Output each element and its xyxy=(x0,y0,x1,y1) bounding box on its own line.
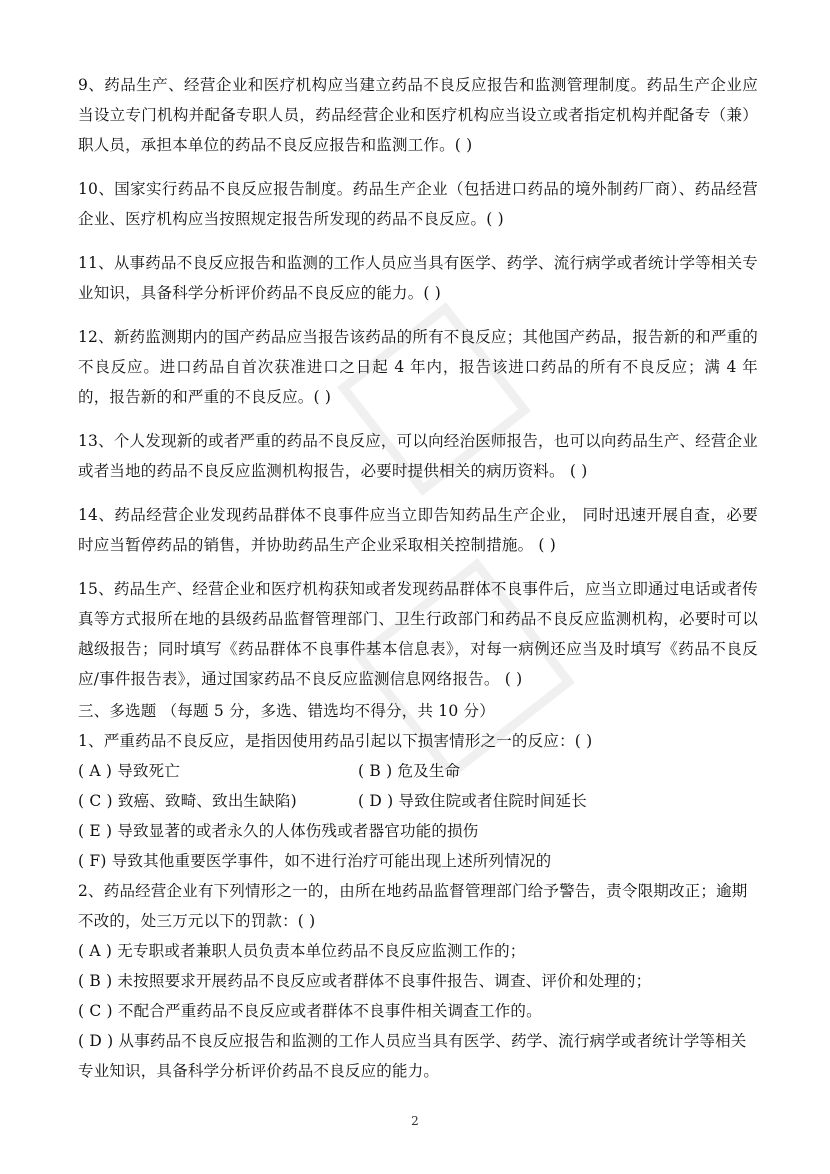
mc-question-1 xyxy=(78,726,758,876)
question-9: 9、药品生产、经营企业和医疗机构应当建立药品不良反应报告和监测管理制度。药品生产企业应当设立专门机构并配备专职人员，药品经营企业和医疗机构应当设立或者指定机构并配备专（兼）职人员，承担本单位的药品不良反应报告和监测工作。( ) xyxy=(78,76,758,154)
question-13: 13、个人发现新的或者严重的药品不良反应，可以向经治医师报告，也可以向药品生产、经营企业或者当地的药品不良反应监测机构报告，必要时提供相关的病历资料。 ( ) xyxy=(78,432,758,480)
option-d: ( D ) 从事药品不良反应报告和监测的工作人员应当具有医学、药学、流行病学或者统计学等相关专业知识，具备科学分析评价药品不良反应的能力。 xyxy=(78,1032,747,1080)
question-11: 11、从事药品不良反应报告和监测的工作人员应当具有医学、药学、流行病学或者统计学等相关专业知识，具备科学分析评价药品不良反应的能力。( ) xyxy=(78,254,758,302)
option-c: ( C ) 致癌、致畸、致出生缺陷) xyxy=(78,792,297,810)
page-number: 2 xyxy=(411,1114,419,1128)
question-12: 12、新药监测期内的国产药品应当报告该药品的所有不良反应；其他国产药品，报告新的和严重的不良反应。进口药品自首次获准进口之日起 4 年内，报告该进口药品的所有不良反应；满 4 年的，报告新的和严重的不良反应。( ) xyxy=(78,328,758,406)
option-e: ( E ) 导致显著的或者永久的人体伤残或者器官功能的损伤 xyxy=(78,822,479,840)
option-c: ( C ) 不配合严重药品不良反应或者群体不良事件相关调查工作的。 xyxy=(78,1002,542,1020)
option-a: ( A ) 导致死亡 xyxy=(78,762,181,780)
question-14: 14、药品经营企业发现药品群体不良事件应当立即告知药品生产企业， 同时迅速开展自查，必要时应当暂停药品的销售，并协助药品生产企业采取相关控制措施。 ( ) xyxy=(78,506,758,554)
section-title: 三、多选题 （每题 5 分，多选、错选均不得分，共 10 分） xyxy=(78,702,495,720)
option-f: ( F) 导致其他重要医学事件，如不进行治疗可能出现上述所列情况的 xyxy=(78,852,552,870)
option-a: ( A ) 无专职或者兼职人员负责本单位药品不良反应监测工作的； xyxy=(78,942,526,960)
question-15: 15、药品生产、经营企业和医疗机构获知或者发现药品群体不良事件后，应当立即通过电话或者传真等方式报所在地的县级药品监督管理部门、卫生行政部门和药品不良反应监测机构，必要时可以越级报告；同时填写《药品群体不良事件基本信息表》，对每一病例还应当及时填写《药品不良反应/事件报告表》，通过国家药品不良反应监测信息网络报告。 ( ) xyxy=(78,580,758,688)
option-row xyxy=(78,756,758,786)
option-b: ( B ) 危及生命 xyxy=(358,762,461,780)
mc-question-stem: 2、药品经营企业有下列情形之一的，由所在地药品监督管理部门给予警告，责令限期改正；逾期不改的，处三万元以下的罚款：( ) xyxy=(78,882,748,930)
mc-question-stem: 1、严重药品不良反应，是指因使用药品引起以下损害情形之一的反应：( ) xyxy=(78,732,593,750)
option-b: ( B ) 未按照要求开展药品不良反应或者群体不良事件报告、调查、评价和处理的； xyxy=(78,972,652,990)
mc-question-2 xyxy=(78,876,758,1086)
document-body xyxy=(78,70,758,1086)
question-10: 10、国家实行药品不良反应报告制度。药品生产企业（包括进口药品的境外制药厂商）、药品经营企业、医疗机构应当按照规定报告所发现的药品不良反应。( ) xyxy=(78,180,758,228)
option-row xyxy=(78,786,758,816)
option-d: ( D ) 导致住院或者住院时间延长 xyxy=(358,792,587,810)
